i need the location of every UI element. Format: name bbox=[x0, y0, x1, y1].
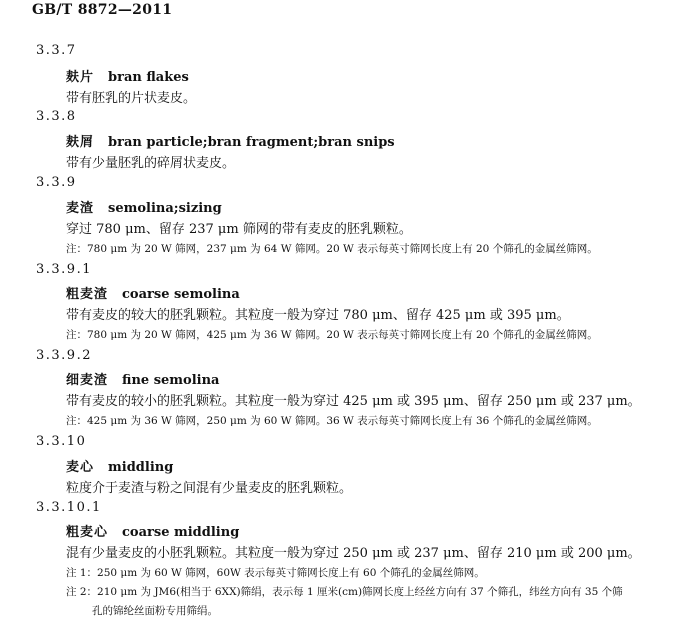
term-chinese: 细麦渣 bbox=[66, 373, 109, 388]
clause-number: 3.3.9.1 bbox=[36, 262, 92, 277]
clause-number: 3.3.9 bbox=[36, 175, 77, 190]
term-definition: 粒度介于麦渣与粉之间混有少量麦皮的胚乳颗粒。 bbox=[66, 481, 353, 496]
term-chinese: 粗麦心 bbox=[66, 525, 109, 540]
term-heading bbox=[66, 197, 222, 216]
term-note: 注：780 μm 为 20 W 筛网，237 μm 为 64 W 筛网。20 W 表示每英寸筛网长度上有 20 个筛孔的金属丝筛网。 bbox=[66, 243, 598, 255]
term-chinese: 粗麦渣 bbox=[66, 287, 109, 302]
term-heading bbox=[66, 283, 240, 302]
term-english: bran flakes bbox=[108, 70, 189, 85]
term-english: semolina;sizing bbox=[108, 201, 222, 216]
term-heading bbox=[66, 66, 189, 85]
term-english: bran particle;bran fragment;bran snips bbox=[108, 135, 395, 150]
term-heading bbox=[66, 369, 219, 388]
term-note: 注：425 μm 为 36 W 筛网，250 μm 为 60 W 筛网。36 W 表示每英寸筛网长度上有 36 个筛孔的金属丝筛网。 bbox=[66, 415, 598, 427]
term-definition: 穿过 780 μm、留存 237 μm 筛网的带有麦皮的胚乳颗粒。 bbox=[66, 222, 412, 237]
term-heading bbox=[66, 521, 239, 540]
term-chinese: 麸片 bbox=[66, 70, 95, 85]
term-note: 注 2：210 μm 为 JM6(相当于 6XX)筛绢，表示每 1 厘米(cm)筛网长度上经丝方向有 37 个筛孔，纬丝方向有 35 个筛 bbox=[66, 586, 623, 598]
standard-header: GB/T 8872—2011 bbox=[32, 2, 173, 18]
term-english: middling bbox=[108, 460, 174, 475]
term-note: 注 1：250 μm 为 60 W 筛网，60W 表示每英寸筛网长度上有 60 个筛孔的金属丝筛网。 bbox=[66, 567, 485, 579]
term-chinese: 麸屑 bbox=[66, 135, 95, 150]
term-heading bbox=[66, 456, 173, 475]
term-chinese: 麦心 bbox=[66, 460, 95, 475]
term-note: 注：780 μm 为 20 W 筛网，425 μm 为 36 W 筛网。20 W 表示每英寸筛网长度上有 20 个筛孔的金属丝筛网。 bbox=[66, 329, 598, 341]
clause-number: 3.3.8 bbox=[36, 109, 77, 124]
clause-number: 3.3.10 bbox=[36, 434, 87, 449]
term-english: coarse semolina bbox=[122, 287, 240, 302]
term-heading bbox=[66, 131, 395, 150]
term-definition: 带有少量胚乳的碎屑状麦皮。 bbox=[66, 156, 236, 171]
term-definition: 带有胚乳的片状麦皮。 bbox=[66, 91, 197, 106]
clause-number: 3.3.10.1 bbox=[36, 500, 102, 515]
term-english: fine semolina bbox=[122, 373, 220, 388]
term-definition: 混有少量麦皮的小胚乳颗粒。其粒度一般为穿过 250 μm 或 237 μm、留存 210 μm 或 200 μm。 bbox=[66, 546, 641, 561]
clause-number: 3.3.7 bbox=[36, 43, 77, 58]
term-definition: 带有麦皮的较小的胚乳颗粒。其粒度一般为穿过 425 μm 或 395 μm、留存 250 μm 或 237 μm。 bbox=[66, 394, 641, 409]
term-note-continuation: 孔的锦纶丝面粉专用筛绢。 bbox=[92, 605, 218, 617]
term-english: coarse middling bbox=[122, 525, 240, 540]
term-definition: 带有麦皮的较大的胚乳颗粒。其粒度一般为穿过 780 μm、留存 425 μm 或 395 μm。 bbox=[66, 308, 570, 323]
term-chinese: 麦渣 bbox=[66, 201, 95, 216]
clause-number: 3.3.9.2 bbox=[36, 348, 92, 363]
